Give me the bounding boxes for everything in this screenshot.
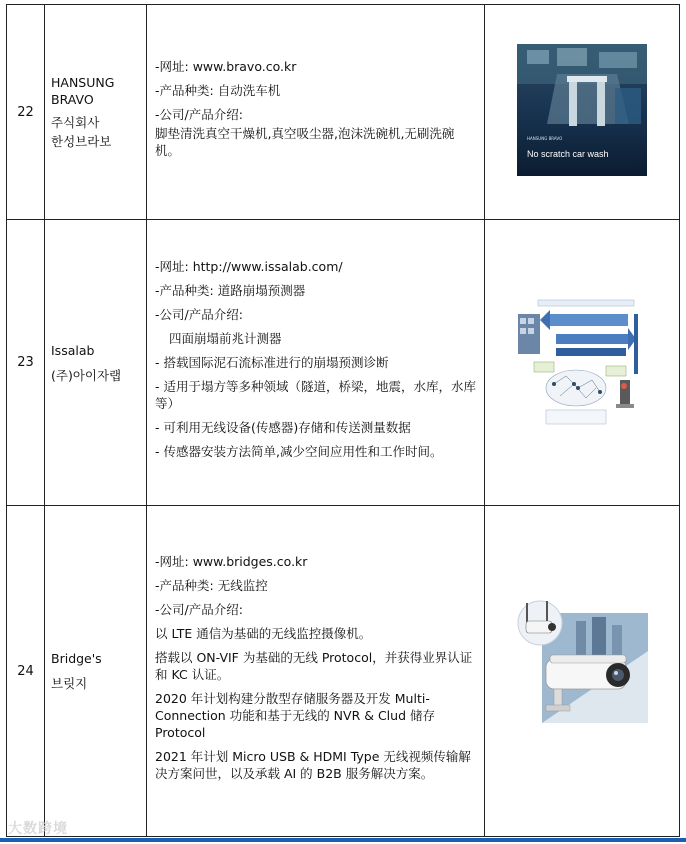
intro-label: -公司/产品介绍:: [155, 107, 243, 122]
table-row-23: [7, 220, 680, 506]
intro-text: - 搭载国际泥石流标准进行的崩塌预测诊断: [155, 355, 389, 370]
intro-text: - 适用于塌方等多种领域（隧道，桥梁，地震，水库，水库等）: [155, 379, 476, 411]
company-name-line: HANSUNG: [51, 75, 115, 90]
car-wash-image: [517, 44, 647, 176]
camera-image: [516, 591, 648, 747]
company-description-cell: [147, 5, 485, 220]
table-row-22: [7, 5, 680, 220]
image-small-text: HANSUNG BRAVO: [527, 136, 563, 141]
product-image-cell: [485, 220, 680, 506]
table-row-24: [7, 506, 680, 837]
landslide-diagram-image: [516, 292, 648, 430]
company-name-line: Bridge's: [51, 651, 102, 666]
intro-label: -公司/产品介绍:: [155, 307, 243, 322]
product-image-cell: [485, 5, 680, 220]
product-type-text: -产品种类: 道路崩塌预测器: [155, 283, 306, 298]
bottom-accent-bar: [0, 838, 686, 842]
watermark-text: 大数跨境: [8, 821, 68, 837]
company-name-line: Issalab: [51, 342, 95, 358]
company-name-line: 주식회사: [51, 115, 100, 130]
company-name-cell: [45, 5, 147, 220]
row-number: 22: [7, 5, 45, 220]
company-description-cell: [147, 220, 485, 506]
company-name-cell: [45, 506, 147, 837]
company-description-cell: [147, 506, 485, 837]
website-text: -网址: http://www.issalab.com/: [155, 259, 343, 274]
intro-label: -公司/产品介绍:: [155, 602, 243, 617]
image-caption: No scratch car wash: [527, 149, 609, 159]
product-type-text: -产品种类: 自动洗车机: [155, 83, 281, 98]
intro-text: 2021 年计划 Micro USB & HDMI Type 无线视频传输解决方案问世，以及承载 AI 的 B2B 服务解决方案。: [155, 749, 471, 781]
row-number: 23: [7, 220, 45, 506]
intro-text: 脚垫清洗真空干燥机,真空吸尘器,泡沫洗碗机,无刷洗碗机。: [155, 126, 455, 158]
company-name-line: 한성브라보: [51, 134, 112, 149]
company-name-line: BRAVO: [51, 92, 94, 107]
exhibitor-table: [6, 4, 680, 837]
website-text: -网址: www.bravo.co.kr: [155, 59, 297, 74]
intro-text: 四面崩塌前兆计测器: [169, 331, 282, 346]
company-name-line: (주)아이자랩: [51, 367, 122, 383]
intro-text: 2020 年计划构建分散型存储服务器及开发 Multi-Connection 功能和基于无线的 NVR & Clud 储存 Protocol: [155, 691, 435, 740]
company-name-cell: [45, 220, 147, 506]
company-name-line: 브릿지: [51, 676, 88, 691]
intro-text: 以 LTE 通信为基础的无线监控摄像机。: [155, 626, 372, 641]
intro-text: 搭载以 ON-VIF 为基础的无线 Protocol，并获得业界认证和 KC 认证。: [155, 650, 473, 682]
intro-text: - 传感器安装方法简单,减少空间应用性和工作时间。: [155, 444, 443, 459]
intro-text: - 可利用无线设备(传感器)存储和传送测量数据: [155, 420, 411, 435]
row-number: 24: [7, 506, 45, 837]
website-text: -网址: www.bridges.co.kr: [155, 554, 308, 569]
product-type-text: -产品种类: 无线监控: [155, 578, 268, 593]
product-image-cell: [485, 506, 680, 837]
